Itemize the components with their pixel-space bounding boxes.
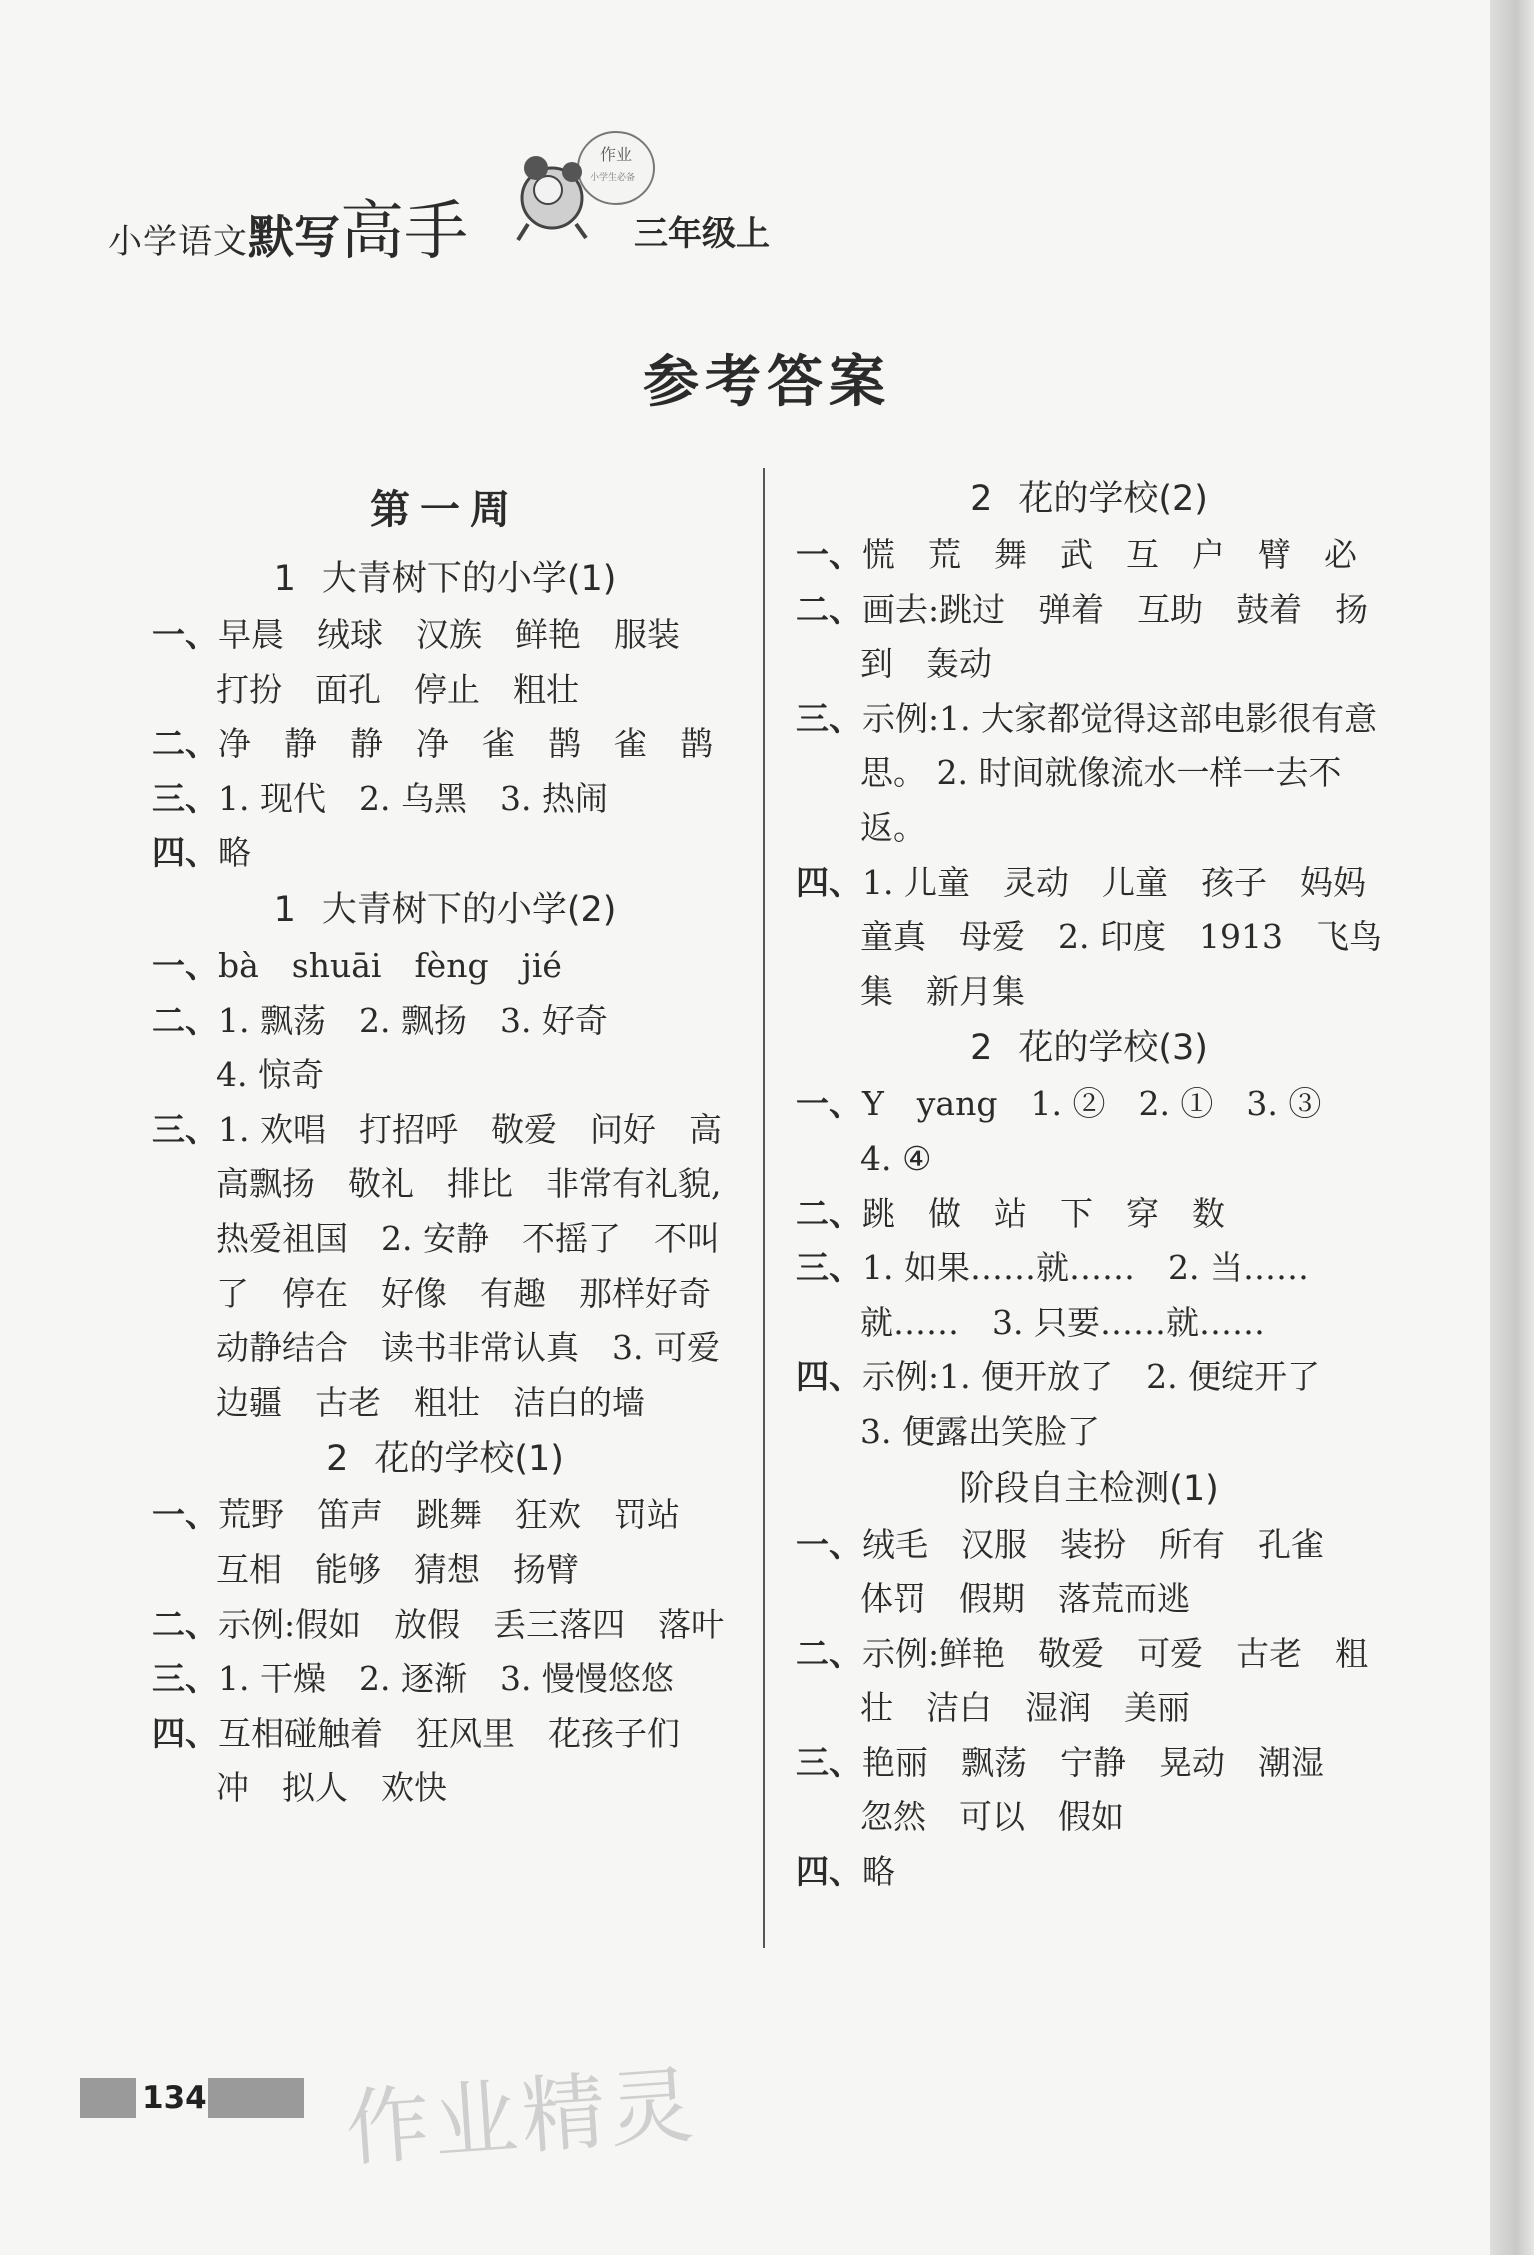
grade-label: 三年级上 — [634, 214, 770, 254]
book-title: 小学语文默写高手 — [108, 195, 468, 269]
answer-item: 三、1. 欢唱 打招呼 敬爱 问好 高高飘扬 敬礼 排比 非常有礼貌,热爱祖国 2. 安静 不摇了 不叫了 停在 好像 有趣 那样好奇 动静结合 读书非常认真 3. 可爱 边疆 古老 粗壮 洁白的墙 — [152, 1109, 753, 1422]
footer-bar — [208, 2078, 304, 2118]
section-heading: 2 花的学校(2) — [970, 479, 1208, 519]
answer-item: 三、示例:1. 大家都觉得这部电影很有意思。 2. 时间就像流水一样一去不返。 — [796, 698, 1378, 847]
answer-item: 一、荒野 笛声 跳舞 狂欢 罚站 互相 能够 猜想 扬臂 — [152, 1495, 713, 1589]
answer-item: 四、略 — [796, 1852, 895, 1892]
left-column — [152, 470, 753, 1816]
answer-item: 二、净 静 静 净 雀 鹊 雀 鹊 — [152, 724, 713, 764]
answer-item: 四、示例:1. 便开放了 2. 便绽开了 3. 便露出笑脸了 — [796, 1357, 1321, 1451]
answer-item: 三、艳丽 飘荡 宁静 晃动 潮湿 忽然 可以 假如 — [796, 1742, 1357, 1837]
answer-item: 二、画去:跳过 弹着 互助 鼓着 扬到 轰动 — [796, 589, 1369, 684]
week-heading: 第一周 — [370, 486, 520, 533]
badge-subtitle: 小学生必备 — [590, 173, 636, 183]
answer-item: 一、Y yang 1. ② 2. ① 3. ③ 4. ④ — [796, 1084, 1322, 1178]
watermark: 作业精灵 — [342, 2055, 701, 2179]
section-heading: 2 花的学校(1) — [326, 1439, 564, 1480]
answer-item: 四、略 — [152, 833, 251, 873]
answer-item: 一、bà shuāi fèng jié — [152, 945, 562, 985]
answer-item: 二、1. 飘荡 2. 飘扬 3. 好奇 4. 惊奇 — [152, 1000, 608, 1095]
right-column — [796, 470, 1399, 1900]
page-footer — [80, 2076, 320, 2120]
footer-bar — [80, 2078, 136, 2118]
section-heading: 1 大青树下的小学(2) — [273, 889, 617, 930]
answer-item: 二、跳 做 站 下 穿 数 — [796, 1193, 1225, 1233]
answer-item: 二、示例:鲜艳 敬爱 可爱 古老 粗壮 洁白 湿润 美丽 — [796, 1633, 1369, 1728]
answer-item: 四、互相碰触着 狂风里 花孩子们 冲 拟人 欢快 — [152, 1713, 713, 1808]
section-heading: 1 大青树下的小学(1) — [273, 559, 617, 599]
answer-item: 一、早晨 绒球 汉族 鲜艳 服装 打扮 面孔 停止 粗壮 — [152, 615, 713, 709]
answer-item: 三、1. 现代 2. 乌黑 3. 热闹 — [152, 778, 608, 818]
page-number: 134 — [142, 2080, 207, 2116]
section-heading: 2 花的学校(3) — [970, 1028, 1208, 1069]
answer-item: 三、1. 如果……就…… 2. 当……就…… 3. 只要……就…… — [796, 1248, 1309, 1342]
column-divider — [763, 468, 765, 1948]
section-heading: 阶段自主检测(1) — [959, 1468, 1219, 1509]
answer-item: 一、慌 荒 舞 武 互 户 臂 必 — [796, 535, 1357, 574]
badge-title: 作业 — [600, 145, 633, 164]
answer-item: 三、1. 干燥 2. 逐渐 3. 慢慢悠悠 — [152, 1659, 674, 1699]
answer-item: 一、绒毛 汉服 装扮 所有 孔雀 体罚 假期 落荒而逃 — [796, 1524, 1357, 1619]
page-header — [108, 145, 868, 269]
page-title: 参考答案 — [643, 349, 891, 415]
answer-item: 四、1. 儿童 灵动 儿童 孩子 妈妈 童真 母爱 2. 印度 1913 飞鸟集 新月集 — [796, 862, 1399, 1011]
answer-item: 二、示例:假如 放假 丢三落四 落叶 — [152, 1604, 725, 1644]
